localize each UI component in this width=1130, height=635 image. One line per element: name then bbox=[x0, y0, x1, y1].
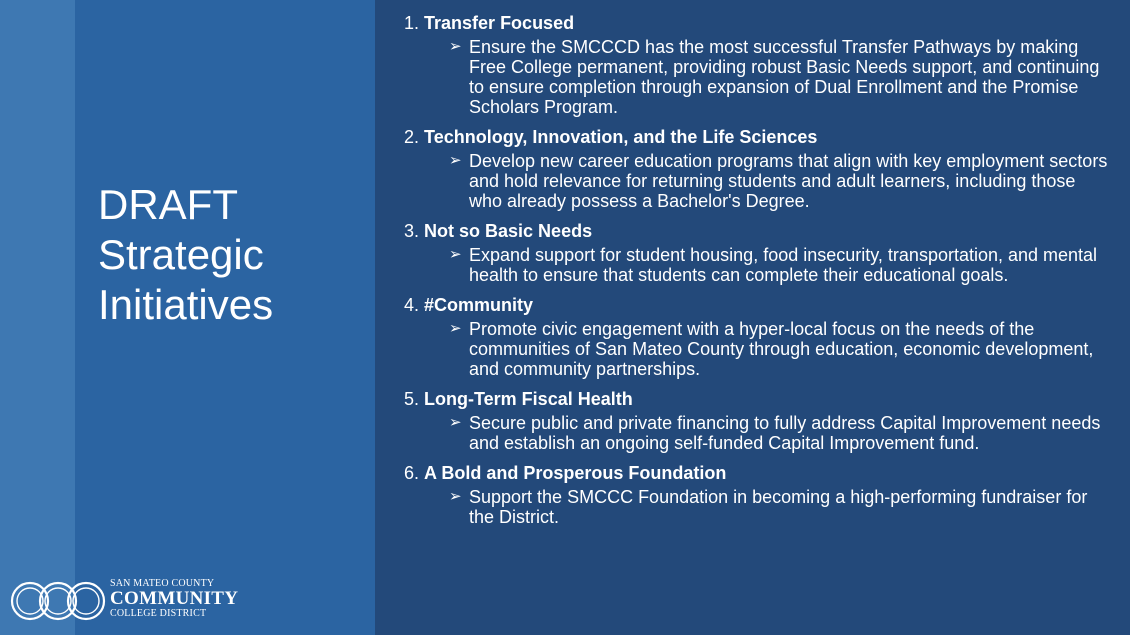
arrow-bullet-icon: ➢ bbox=[449, 488, 462, 505]
initiative-heading bbox=[404, 11, 1114, 35]
initiative-heading bbox=[404, 125, 1114, 149]
initiative-heading bbox=[404, 219, 1114, 243]
initiative-item bbox=[404, 293, 1114, 379]
logo-line: SAN MATEO COUNTY bbox=[110, 578, 215, 589]
initiative-item bbox=[404, 219, 1114, 285]
title-line: DRAFT bbox=[98, 181, 238, 229]
initiative-bullet bbox=[449, 245, 1114, 285]
initiative-title: Transfer Focused bbox=[424, 13, 575, 33]
left-accent-stripe bbox=[0, 0, 75, 635]
slide-title bbox=[98, 180, 358, 330]
initiative-title: A Bold and Prosperous Foundation bbox=[424, 463, 727, 483]
initiative-number: 5. bbox=[404, 389, 420, 409]
initiative-item bbox=[404, 461, 1114, 527]
initiative-item bbox=[404, 387, 1114, 453]
initiative-title: #Community bbox=[424, 295, 534, 315]
initiative-description: Secure public and private financing to fully address Capital Improvement needs and establish an ongoing self-funded Capital Improvement fund. bbox=[469, 413, 1101, 453]
initiative-description: Support the SMCCC Foundation in becoming a high-performing fundraiser for the District. bbox=[469, 487, 1088, 527]
logo-wordmark bbox=[110, 578, 238, 619]
initiative-heading bbox=[404, 387, 1114, 411]
initiative-description: Ensure the SMCCCD has the most successful Transfer Pathways by making Free College permanent, providing robust Basic Needs support, and continuing to ensure completion through expansion of Dual Enrollment and the Promise Scholars Program. bbox=[469, 37, 1100, 117]
initiative-item bbox=[404, 11, 1114, 117]
initiative-bullet bbox=[449, 319, 1114, 379]
initiative-title: Technology, Innovation, and the Life Sciences bbox=[424, 127, 818, 147]
initiative-bullet bbox=[449, 37, 1114, 117]
arrow-bullet-icon: ➢ bbox=[449, 320, 462, 337]
initiative-description: Expand support for student housing, food insecurity, transportation, and mental health to ensure that students can complete their educational goals. bbox=[469, 245, 1098, 285]
initiative-heading bbox=[404, 461, 1114, 485]
arrow-bullet-icon: ➢ bbox=[449, 414, 462, 431]
initiative-number: 6. bbox=[404, 463, 420, 483]
initiative-item bbox=[404, 125, 1114, 211]
initiative-number: 3. bbox=[404, 221, 420, 241]
logo-line: COMMUNITY bbox=[110, 588, 239, 609]
title-line: Initiatives bbox=[98, 281, 274, 329]
arrow-bullet-icon: ➢ bbox=[449, 246, 462, 263]
initiative-bullet bbox=[449, 413, 1114, 453]
arrow-bullet-icon: ➢ bbox=[449, 152, 462, 169]
logo-line: COLLEGE DISTRICT bbox=[110, 608, 207, 619]
interlocking-rings-icon bbox=[10, 580, 106, 622]
initiative-description: Promote civic engagement with a hyper-local focus on the needs of the communities of San Mateo County through education, economic development, and community partnerships. bbox=[469, 319, 1094, 379]
initiative-number: 1. bbox=[404, 13, 420, 33]
initiative-description: Develop new career education programs that align with key employment sectors and hold relevance for returning students and adult learners, including those who already possess a Bachelor's Degree. bbox=[469, 151, 1108, 211]
initiative-number: 4. bbox=[404, 295, 420, 315]
initiatives-list bbox=[404, 11, 1114, 535]
initiative-heading bbox=[404, 293, 1114, 317]
initiative-title: Not so Basic Needs bbox=[424, 221, 593, 241]
initiative-bullet bbox=[449, 487, 1114, 527]
district-logo bbox=[10, 578, 239, 624]
title-line: Strategic bbox=[98, 231, 264, 279]
initiative-number: 2. bbox=[404, 127, 420, 147]
initiative-bullet bbox=[449, 151, 1114, 211]
arrow-bullet-icon: ➢ bbox=[449, 38, 462, 55]
initiative-title: Long-Term Fiscal Health bbox=[424, 389, 633, 409]
